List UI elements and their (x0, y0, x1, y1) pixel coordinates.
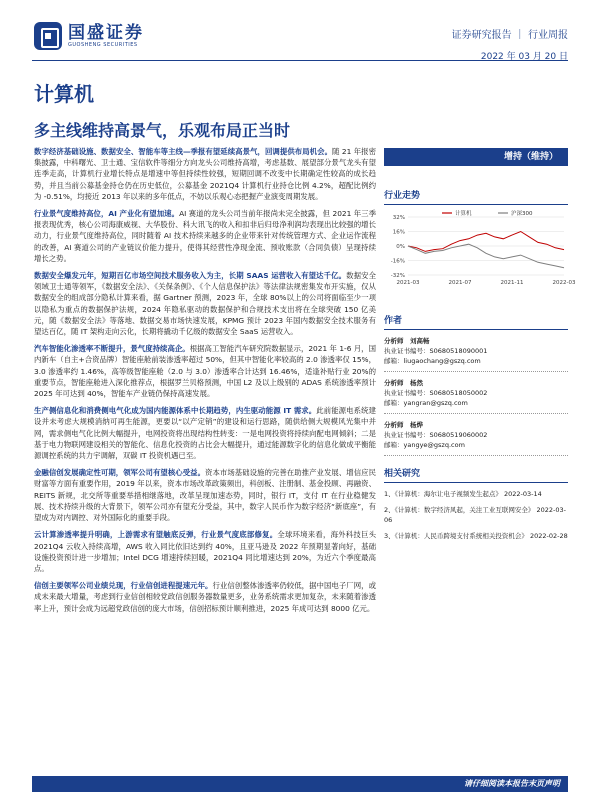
related-report-title: 2、《计算机：数字经济风起，关注工业互联网安全》 (384, 506, 535, 514)
summary-paragraph (34, 343, 376, 399)
trend-heading: 行业走势 (384, 188, 568, 205)
related-report[interactable] (384, 531, 568, 541)
x-tick-label: 2022-03 (552, 280, 576, 286)
paragraph-body: 资本市场基础设施的完善在助推产业发展、增信应民财富等方面有重要作用，2019 年以来，资本市场改革政策频出，科创板、注册制、基金投顾、再融资、REITS 新规，北交所等重要举措相继落地，改革呈现加速态势，同时，银行 IT，支付 IT 在行业稳健发展、技术持续升级的大背景下，领军公司亦有望充分受益，其中，数字人民币作为数字经济“新底座”，有望成为对内调控、对外国际化的重要手段。 (34, 468, 376, 523)
report-date: 2022 年 03 月 20 日 (480, 52, 568, 62)
summary-paragraph (34, 529, 376, 574)
analyst-card (384, 420, 568, 456)
analyst-cert: 执业证书编号：S0680518090001 (384, 347, 488, 355)
divider (384, 455, 568, 456)
summary-paragraph (34, 270, 376, 337)
logo-icon (34, 22, 62, 50)
sidebar (384, 146, 576, 541)
related-report[interactable] (384, 489, 568, 499)
y-tick-label: 0% (396, 244, 405, 250)
analyst-name: 分析师 杨烨 (384, 421, 423, 429)
analyst-name: 分析师 杨然 (384, 379, 423, 387)
related-report-date: 2022-03-06 (384, 506, 566, 524)
analyst-cert: 执业证书编号：S0680519060002 (384, 431, 488, 439)
related-report-date: 2022-02-28 (527, 532, 568, 540)
legend-label: 沪深300 (511, 211, 533, 217)
trend-chart (384, 209, 576, 291)
series-line (408, 244, 564, 268)
legend-label: 计算机 (455, 211, 472, 217)
paragraph-body: 根据高工智能汽车研究院数据显示，2021 年 1-6 月，国内新车（自主+合资品牌）智能座舱前装渗透率超过 50%，但其中智能化率较高的 2.0 渗透率仅 15%，3.0 渗透率约 1.46%，高等级智能座舱（2.0 与 3.0）渗透率合计达到 16.46%，适逢补贴行业 20%的重要节点，智能座舱进入深化推荐点，根据罗兰贝格预测，中国 L2 及以上级别的 ADAS 系统渗透率预计 2025 年可达到 40%，智能车产业链仍保持高速发展。 (34, 344, 376, 399)
analyst-card (384, 378, 568, 414)
divider (384, 413, 568, 414)
paragraph-body: 此前能源电系统建设并未考虑大规模消纳可再生能源，更要以“以产定销”的建设和运行思路，随供给侧大规模风光集中并网，需求侧电气化比例大幅提升，电网投资将出现结构性转变：一是电网投资将持续向配电网倾斜；二是基于电力物联网建设相关的智能化、信息化投资的占比会大幅提升，通过能源数字化的信息化做成平衡能源调控系统的共力宇调解，双碳 IT 投资机遇已至。 (34, 406, 376, 461)
analyst-email[interactable]: 邮箱：yangran@gszq.com (384, 399, 468, 407)
summary-column (34, 146, 376, 620)
paragraph-body: 全球环境来看，海外科技巨头 2021Q4 云收入持续高增，AWS 收入同比依旧达到约 40%，且亚马逊及 2022 年预期显著向好，基础设施投资预计进一步增加；Intel DCG 增速持续回暖，2021Q4 同比增速达到 20%，为近六个季度最高点。 (34, 530, 376, 573)
paragraph-lead: 金融信创发展确定性可期，领军公司有望核心受益。 (34, 468, 206, 478)
analysts-heading: 作者 (384, 313, 568, 330)
report-type: 证券研究报告 ｜ 行业周报 (451, 30, 568, 41)
related-report[interactable] (384, 505, 568, 525)
summary-paragraph (34, 580, 376, 614)
related-research-heading: 相关研究 (384, 466, 568, 483)
related-report-date: 2022-03-14 (501, 490, 542, 498)
paragraph-lead: 行业景气度维持高位，AI 产业化有望加速。 (34, 209, 180, 219)
paragraph-body: 数据安全领域卫士通等领军，《数据安全法》、《关保条例》、《个人信息保护法》等法律法规密集发布开实施，仅从数据安全的组成部分隐私计算来看，据 Gartner 预测，2023 年，全球 80%以上的公司将面临至少一项以隐私为重点的数据保护法规，2024 年隐私驱动的数据保护和合规技术支出将在全球突破 150 亿美元，随《数据安全法》等落地、数据交易市场快速发展，KPMG 预计 2023 年国内数据安全技术服务有望达百亿，随 IT 架构走向云化，长期将撬动千亿级的数据安全 SaaS 运营收入。 (34, 271, 376, 337)
analyst-email[interactable]: 邮箱：liugaochang@gszq.com (384, 357, 481, 365)
page-header (0, 0, 600, 60)
y-tick-label: 32% (392, 215, 405, 221)
summary-paragraph (34, 467, 376, 523)
footer-disclaimer: 请仔细阅读本报告末页声明 (32, 776, 568, 792)
company-logo (34, 22, 144, 50)
x-tick-label: 2021-03 (396, 280, 420, 286)
paragraph-lead: 生产侧信息化和消费侧电气化成为国内能源体系中长期趋势，内生驱动能源 IT 需求。 (34, 406, 317, 416)
summary-paragraph (34, 146, 376, 202)
analyst-email[interactable]: 邮箱：yangye@gszq.com (384, 441, 465, 449)
logo-name-en: GUOSHENG SECURITIES (68, 42, 138, 48)
paragraph-lead: 信创主要领军公司业绩兑现，行业信创进程提速元年。 (34, 581, 213, 591)
logo-name-cn: 国盛证券 (68, 23, 144, 43)
summary-paragraph (34, 405, 376, 461)
x-tick-label: 2021-11 (500, 280, 524, 286)
paragraph-body: 行业信创整体渗透率仍较低，据中国电子厂网，或成未来最大增量，考虑到行业信创相较党政信创服务器数量更多，业务系统需求更加复杂，未来随着渗透率上升，预计会成为远超党政信创的庞大市场，信创招标预计顺利推进，2025 年成可达到 8000 亿元。 (34, 581, 376, 613)
related-report-title: 1、《计算机：海尔让电子视频发生起点》 (384, 490, 502, 498)
analyst-name: 分析师 刘高畅 (384, 337, 430, 345)
sector-title: 计算机 (34, 82, 94, 106)
paragraph-lead: 数据安全爆发元年，短期百亿市场空间技术服务收入为主，长期 SAAS 运营收入有望达千亿。 (34, 271, 347, 281)
series-line (408, 232, 564, 252)
analyst-card (384, 336, 568, 372)
header-divider (32, 60, 568, 61)
y-tick-label: -16% (390, 258, 405, 265)
divider (384, 371, 568, 372)
paragraph-lead: 汽车智能化渗透率不断提升，景气度持续高企。 (34, 344, 190, 354)
y-tick-label: -32% (390, 273, 405, 279)
analyst-cert: 执业证书编号：S0680518050002 (384, 389, 488, 397)
x-tick-label: 2021-07 (448, 280, 472, 286)
paragraph-body: 随 21 年报密集披露，中科曙光、卫士通、宝信软件等细分方向龙头公司维持高增，考虑基数、展望部分景气龙头有望连季走高，计算机行业增长特点是增速中等但持续性较强，短期回调不改变中长期确定性较高的成长趋势，并且当前公募基金持仓仍在历史低位，公募基金 2021Q4 计算机行业持仓比例 4.2%，超配比例约为 -0.51%，均接近 2013 年以来的多年低点，不妨以乐观心态把握产业演变周期发展。 (34, 147, 376, 201)
related-report-title: 3、《计算机：人民币跨境支付系统相关投资机会》 (384, 532, 528, 540)
summary-paragraph (34, 208, 376, 264)
y-tick-label: 16% (392, 229, 405, 236)
paragraph-body: AI 赛道的龙头公司当前年报尚未完全披露，但 2021 年三季报表现优秀，核心公司海康威视、大华股份、科大讯飞的收入和扣非后归母净利润均表现出比较强的增长动力，行业景气度维持高位，同时随着 AI 技术持续来越多的企业带来针对传统管理方式、企业运作流程的改善，AI 赛道公司的产业链议价能力提升，使得其经营性净现金流、预收账款（合同负债）呈现持续增长之势。 (34, 209, 376, 263)
rating-badge: 增持（维持） (384, 148, 568, 166)
report-title: 多主线维持高景气，乐观布局正当时 (34, 121, 291, 140)
paragraph-lead: 数字经济基础设施、数据安全、智能车等主线—季报有望延续高景气，回调提供布局机会。 (34, 147, 333, 156)
paragraph-lead: 云计算渗透率提升明确，上游需求有望触底反弹，行业景气度底部修复。 (34, 530, 278, 540)
